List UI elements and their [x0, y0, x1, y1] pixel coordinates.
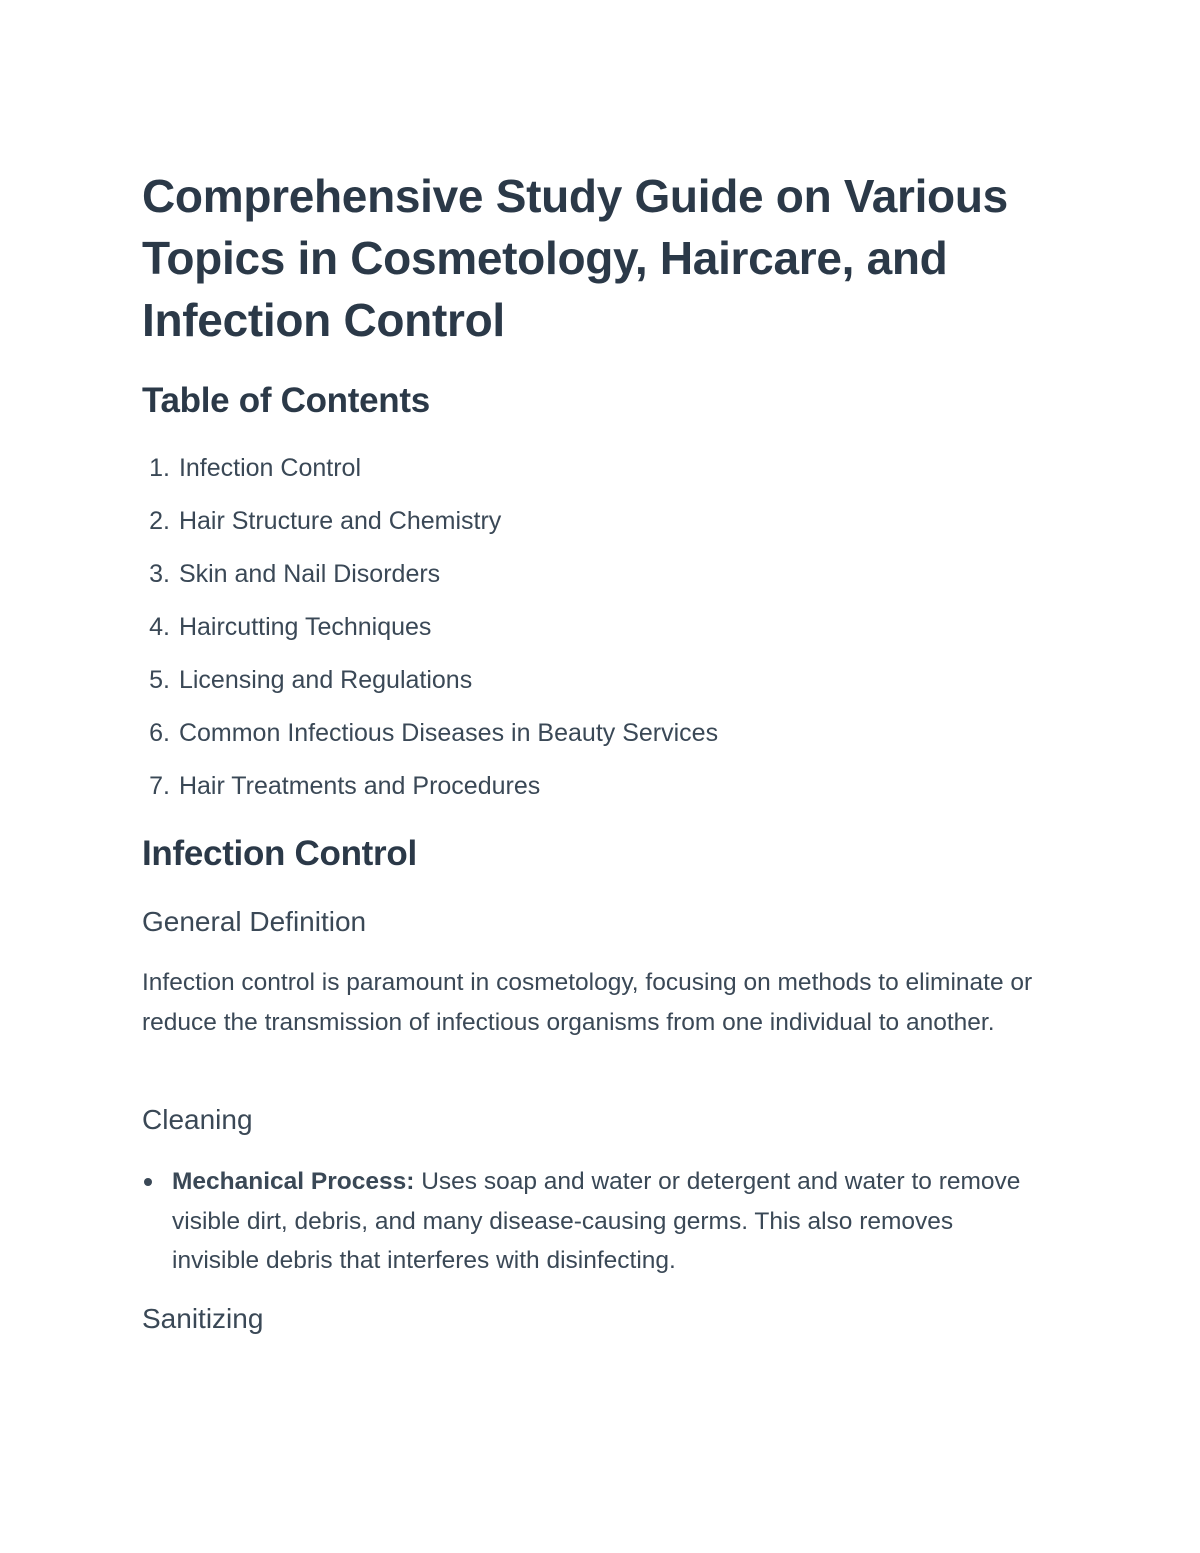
bullet-text: Uses soap and water or detergent and water to remove visible dirt, debris, and many disease-causing germs. This also removes invisible debris that interferes with disinfecting. [172, 1168, 1021, 1274]
section-heading-infection-control: Infection Control [142, 834, 417, 873]
toc-item-hair-structure [142, 501, 718, 554]
general-definition-paragraph: Infection control is paramount in cosmetology, focusing on methods to eliminate or reduce the transmission of infectious organisms from one individual to another. [142, 969, 1033, 1036]
toc-item-haircutting [142, 607, 718, 660]
list-item [142, 1162, 1042, 1281]
toc-item-label: Hair Treatments and Procedures [178, 772, 541, 800]
toc-item-label: Common Infectious Diseases in Beauty Services [178, 719, 719, 747]
document-title: Comprehensive Study Guide on Various Topics in Cosmetology, Haircare, and Infection Control [142, 170, 1008, 346]
toc-item-number: 4. [149, 613, 170, 641]
toc-item-licensing [142, 660, 718, 713]
bullet-icon [144, 1178, 152, 1186]
cleaning-bullet-list [142, 1162, 1042, 1281]
toc-item-label: Licensing and Regulations [178, 666, 473, 694]
toc-item-number: 1. [149, 454, 170, 482]
toc-item-number: 3. [149, 560, 170, 588]
toc-item-hair-treatments [142, 766, 718, 819]
subheading-cleaning: Cleaning [142, 1104, 253, 1135]
toc-item-label: Skin and Nail Disorders [178, 560, 441, 588]
subheading-general-definition: General Definition [142, 906, 367, 937]
toc-item-number: 5. [149, 666, 170, 694]
toc-item-number: 6. [149, 719, 170, 747]
toc-heading: Table of Contents [142, 381, 430, 420]
toc-item-label: Infection Control [178, 454, 361, 482]
toc-item-number: 7. [149, 772, 170, 800]
toc-item-infection-control [142, 448, 718, 501]
toc-item-skin-nail [142, 554, 718, 607]
subheading-sanitizing: Sanitizing [142, 1303, 264, 1334]
toc-item-label: Hair Structure and Chemistry [178, 507, 502, 535]
table-of-contents [142, 448, 718, 819]
bullet-term: Mechanical Process: [172, 1168, 415, 1195]
toc-item-number: 2. [149, 507, 170, 535]
toc-item-label: Haircutting Techniques [178, 613, 432, 641]
toc-item-infectious-diseases [142, 713, 718, 766]
